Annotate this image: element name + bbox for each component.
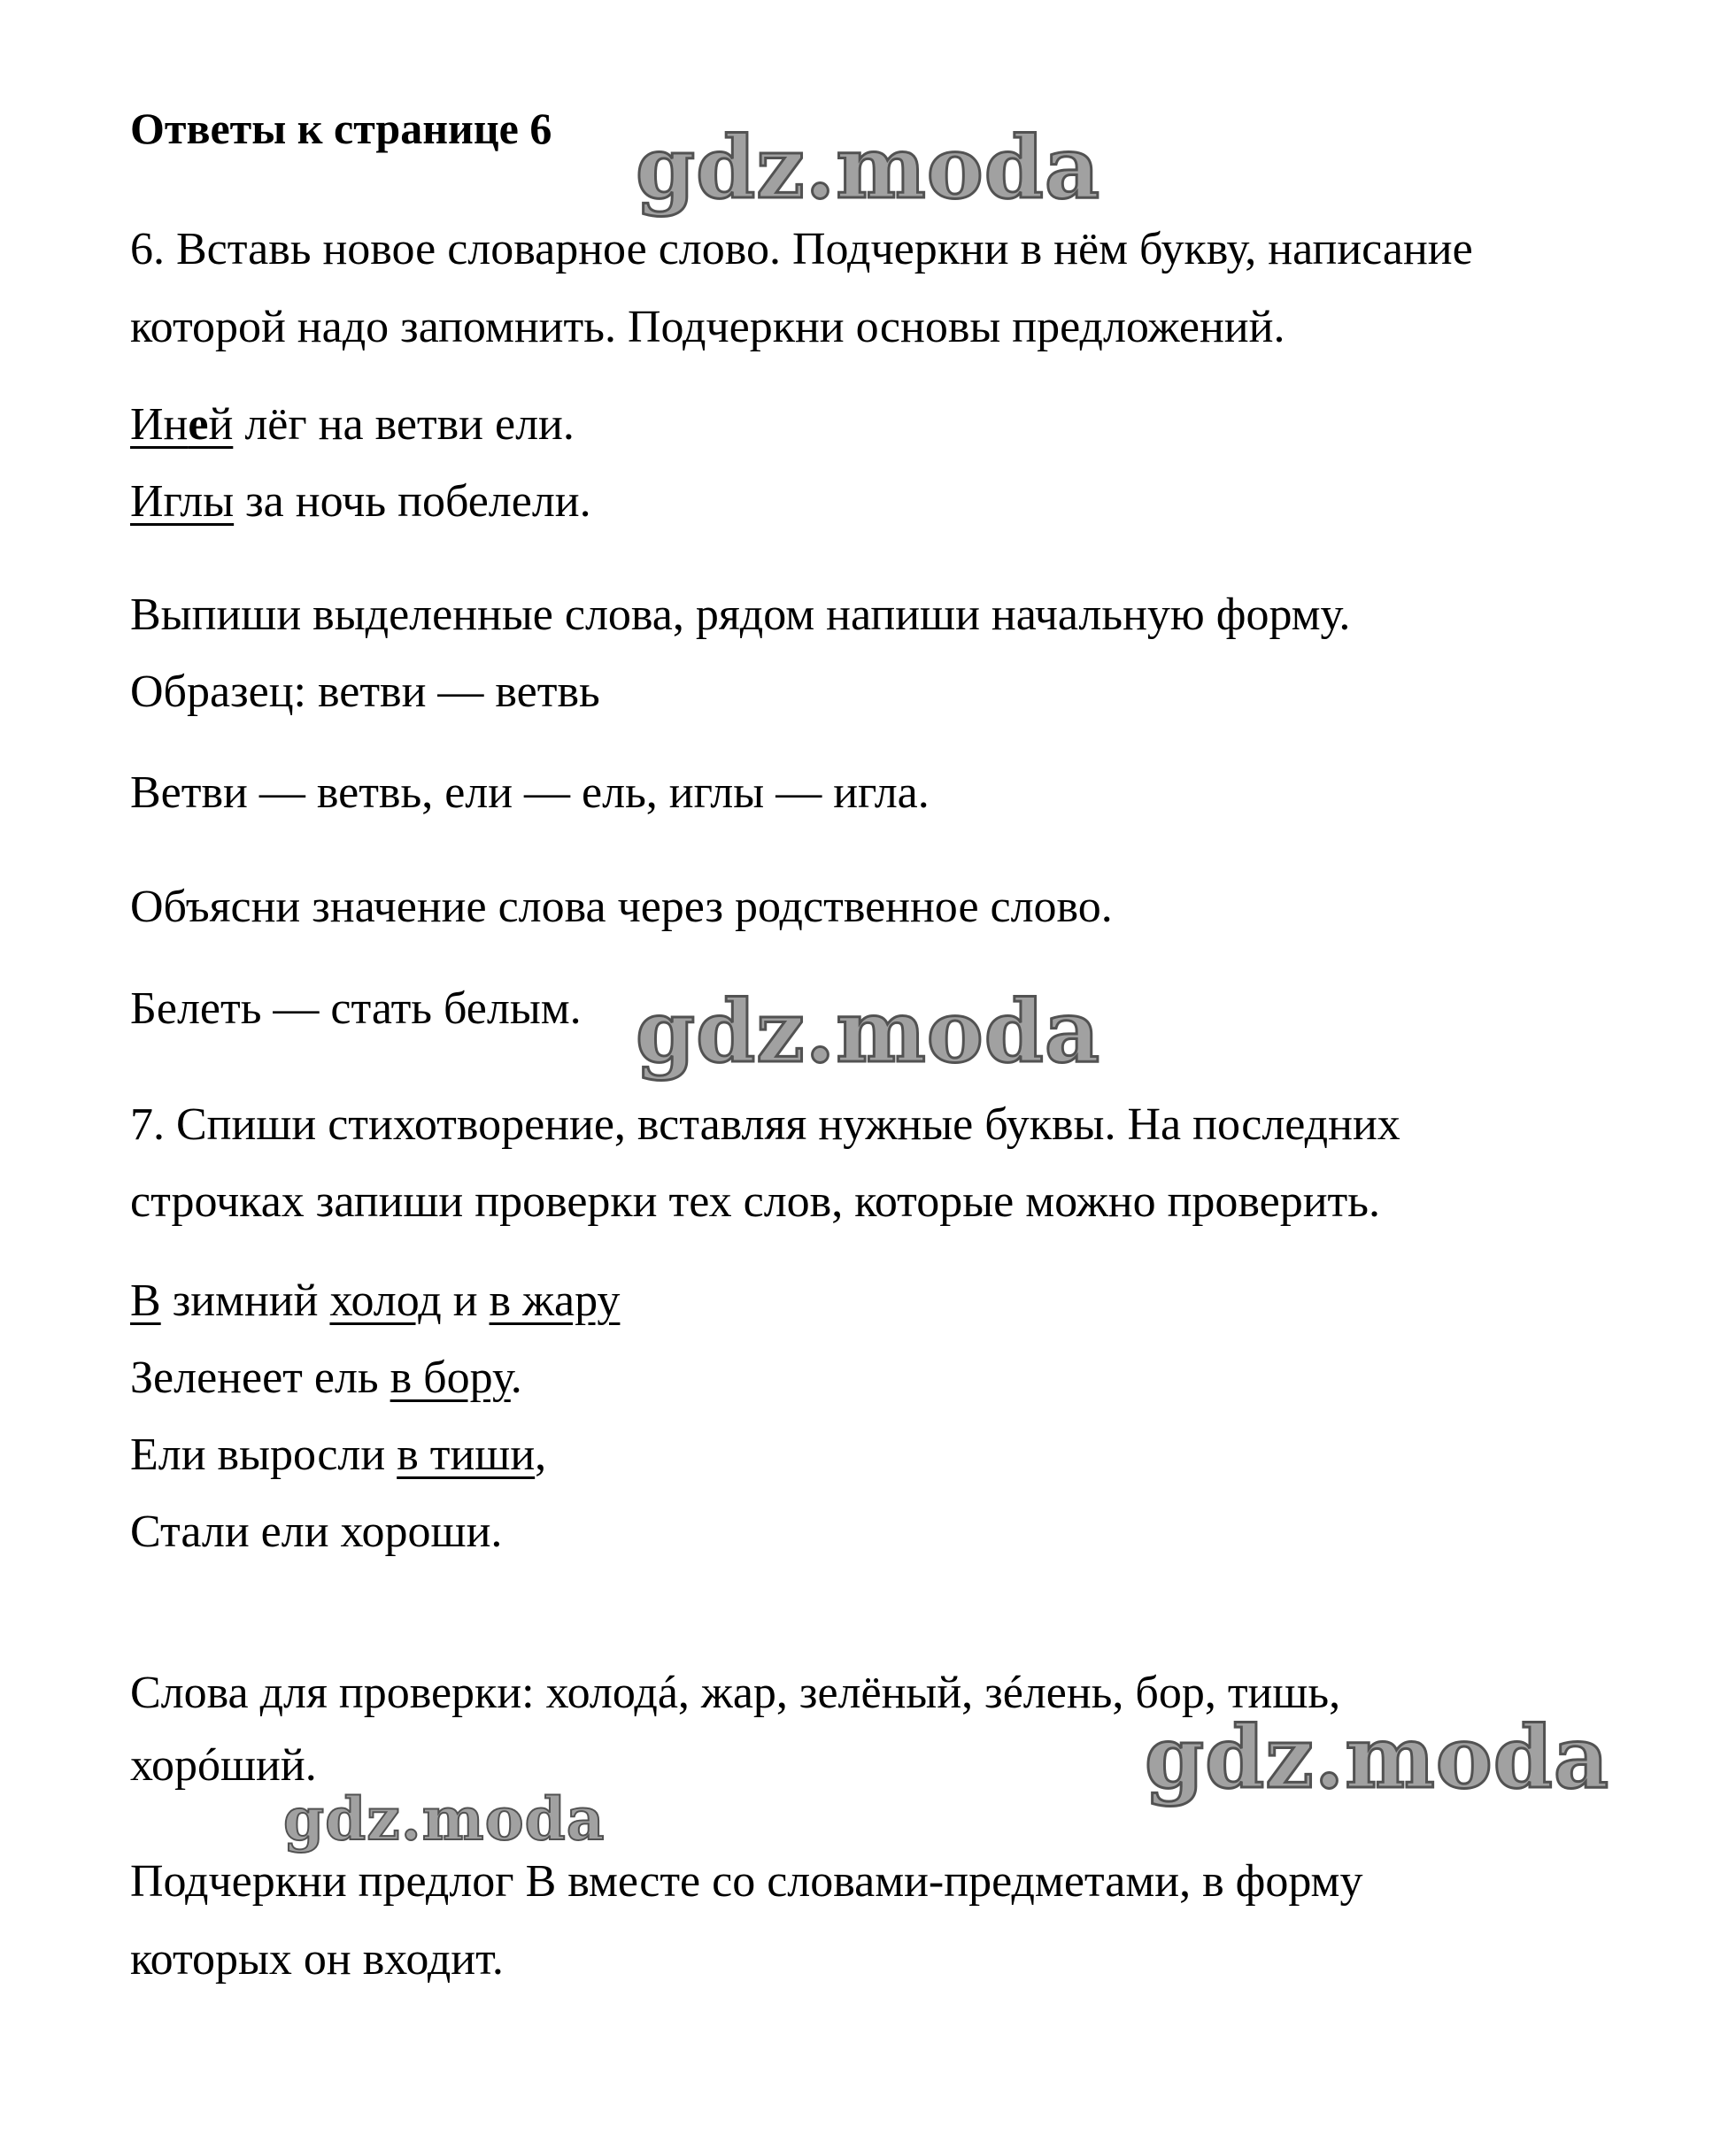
watermark-logo: gdz.moda [1145, 1707, 1610, 1807]
sentence2-subject: Иглы [130, 476, 235, 527]
task6-instruction2: Объясни значение слова через родственное слово. [130, 882, 1113, 932]
page-title: Ответы к странице 6 [130, 104, 552, 153]
task6-example: Образец: ветви — ветвь [130, 667, 600, 717]
poem-line1: В зимний холод и в жару [130, 1276, 621, 1326]
task6-answer1: Ветви — ветвь, ели — ель, иглы — игла. [130, 767, 930, 818]
task6-sentence1: Иней лёг на ветви ели. [130, 399, 575, 450]
task6-answer2: Белеть — стать белым. [130, 983, 582, 1034]
poem-line3: Ели выросли в тиши, [130, 1430, 547, 1480]
task6-sentence2: Иглы за ночь побелели. [130, 476, 591, 527]
watermark-logo: gdz.moda [283, 1784, 606, 1854]
task7-final-line2: которых он входит. [130, 1934, 504, 1985]
watermark-logo: gdz.moda [636, 982, 1101, 1082]
task6-prompt-line2: которой надо запомнить. Подчеркни основы предложений. [130, 302, 1285, 352]
poem-line4: Стали ели хороши. [130, 1507, 503, 1557]
sentence1-subject: Иней [130, 399, 234, 450]
task7-final-line1: Подчеркни предлог В вместе со словами-предметами, в форму [130, 1856, 1363, 1907]
task7-check-line1: Слова для проверки: холодá, жар, зелёный, зéлень, бор, тишь, [130, 1668, 1341, 1718]
highlighted-letter: е [188, 399, 209, 450]
task6-instruction1: Выпиши выделенные слова, рядом напиши начальную форму. [130, 590, 1351, 640]
task7-check-line2: хорóший. [130, 1740, 317, 1791]
task7-prompt-line1: 7. Спиши стихотворение, вставляя нужные буквы. На последних [130, 1099, 1400, 1150]
watermark-logo: gdz.moda [636, 118, 1101, 218]
task6-prompt-line1: 6. Вставь новое словарное слово. Подчеркни в нём букву, написание [130, 224, 1473, 274]
poem-line2: Зеленеет ель в бору. [130, 1353, 522, 1403]
task7-prompt-line2: строчках запиши проверки тех слов, которые можно проверить. [130, 1176, 1380, 1227]
